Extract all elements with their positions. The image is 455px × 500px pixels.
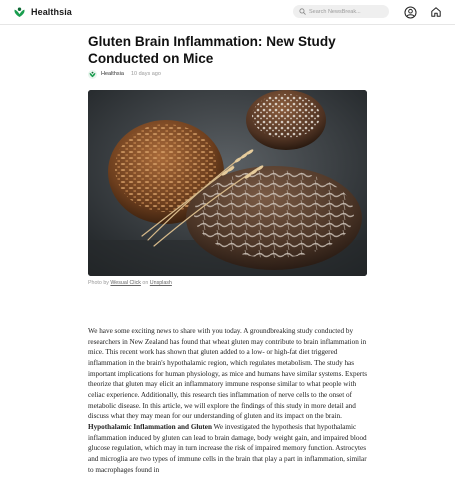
- credit-site-link[interactable]: Unsplash: [149, 280, 172, 286]
- article-source[interactable]: Healthsia: [101, 71, 124, 77]
- credit-on: on: [142, 280, 149, 286]
- article-meta: [88, 68, 161, 80]
- photo-credit: [88, 280, 172, 286]
- credit-prefix: Photo by: [88, 280, 109, 286]
- credit-author-link[interactable]: Wesual Click: [110, 280, 141, 286]
- search-icon: [299, 8, 306, 15]
- home-icon: [430, 6, 442, 18]
- brand[interactable]: [13, 5, 72, 19]
- source-logo-icon[interactable]: [88, 70, 97, 79]
- search-input[interactable]: [309, 9, 389, 15]
- article-title: Gluten Brain Inflammation: New Study Conducted on Mice: [88, 34, 336, 66]
- article-time: 10 days ago: [130, 71, 161, 77]
- body-section: We investigated the hypothesis that hypothalamic inflammation induced by gluten can lead to brain damage, body weight gain, and impaired blood glucose regulation, which may in turn increase the risk of impaired memory function. Astrocytes and microglia are two types of immune cells in the brain that play a part in inflammation, similar to macrophages found in: [88, 422, 367, 474]
- user-icon: [404, 6, 417, 19]
- top-nav-bar: [0, 0, 455, 25]
- body-intro: We have some exciting news to share with you today. A groundbreaking study conducted by researchers in New Zealand has found that wheat gluten may contribute to brain inflammation in mice. This recent work has shown that gluten added to a low- or high-fat diet triggered inflammation in the brain's hypothalamic region, which regulates metabolism. The study has important implications for human physiology, as mice and humans have similar systems. Experts theorize that gluten may elicit an inflammatory immune response similar to what people with celiac experience. Additionally, this research ties inflammation of nerve cells to the onset of metabolic disease. In this article, we will explore the findings of this study in more detail and discuss what they may mean for our understanding of gluten and its impact on the brain.: [88, 327, 367, 421]
- hero-image: [88, 90, 367, 276]
- article-body: [88, 326, 367, 475]
- user-profile-button[interactable]: [403, 5, 417, 19]
- home-button[interactable]: [429, 5, 443, 19]
- section-heading: Hypothalamic Inflammation and Gluten: [88, 422, 212, 431]
- brand-name: Healthsia: [31, 7, 72, 17]
- healthsia-logo-icon: [13, 6, 26, 19]
- search-box[interactable]: [293, 5, 389, 18]
- bread-photo: [88, 90, 367, 276]
